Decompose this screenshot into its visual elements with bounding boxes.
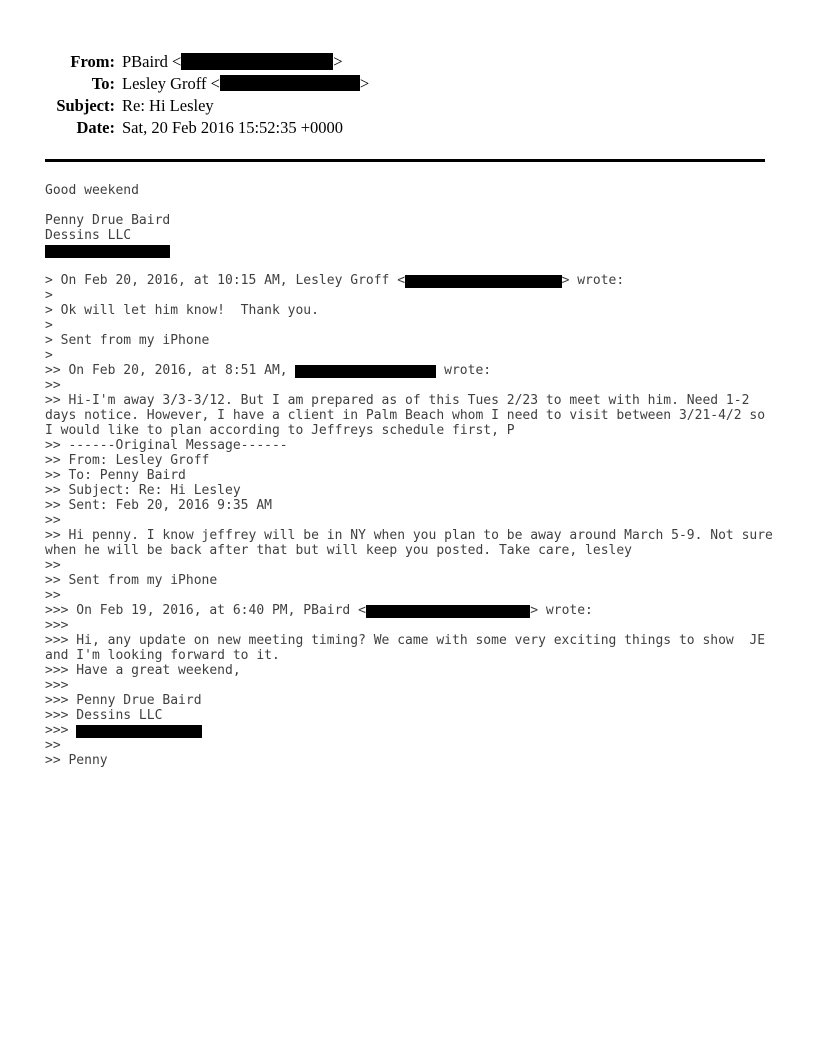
- redaction-bar: [220, 75, 360, 91]
- body-line: >> Hi penny. I know jeffrey will be in NY when you plan to be away around March 5-9. Not sure: [45, 528, 773, 543]
- field-value-date: Sat, 20 Feb 2016 15:52:35 +0000: [122, 118, 344, 137]
- body-line: >> Sent from my iPhone: [45, 573, 218, 588]
- header-row-date: [0, 117, 369, 139]
- body-line: [45, 258, 773, 273]
- body-line: when he will be back after that but will keep you posted. Take care, lesley: [45, 543, 632, 558]
- field-value-subject: Re: Hi Lesley: [122, 96, 214, 115]
- field-label-date: Date:: [76, 118, 115, 137]
- header-divider: [45, 159, 765, 162]
- body-line: days notice. However, I have a client in Palm Beach whom I need to visit between 3/21-4/2 so: [45, 408, 766, 423]
- body-line: >>: [45, 378, 61, 393]
- header-row-subject: [0, 95, 369, 117]
- body-line: >> Hi-I'm away 3/3-3/12. But I am prepared as of this Tues 2/23 to meet with him. Need 1-2: [45, 393, 750, 408]
- body-line: [45, 243, 773, 258]
- body-line: >> Penny: [45, 753, 108, 768]
- body-line: >> Sent: Feb 20, 2016 9:35 AM: [45, 498, 272, 513]
- redaction-bar: [181, 53, 333, 70]
- redaction-bar: [295, 365, 436, 378]
- body-line: >: [45, 318, 53, 333]
- body-line: [45, 198, 773, 213]
- email-header: [0, 51, 369, 139]
- to-value-close: >: [359, 74, 370, 93]
- field-value-from: [122, 51, 343, 73]
- body-line: and I'm looking forward to it.: [45, 648, 280, 663]
- body-line: >>> Dessins LLC: [45, 708, 163, 723]
- body-line: >>: [45, 738, 61, 753]
- body-line: >>> Penny Drue Baird: [45, 693, 202, 708]
- body-line: >> From: Lesley Groff: [45, 453, 210, 468]
- body-line: > On Feb 20, 2016, at 10:15 AM, Lesley Groff < > wrote:: [45, 273, 625, 288]
- body-line: >>>: [45, 678, 69, 693]
- field-value-to: [122, 73, 369, 95]
- from-value-close: >: [333, 52, 343, 71]
- redaction-bar: [366, 605, 530, 618]
- body-line: >>: [45, 558, 61, 573]
- body-line: > Ok will let him know! Thank you.: [45, 303, 319, 318]
- body-line: >>: [45, 588, 61, 603]
- body-line: Good weekend: [45, 183, 139, 198]
- body-line: >>>: [45, 723, 773, 738]
- body-line: >: [45, 288, 53, 303]
- body-line: >: [45, 348, 53, 363]
- field-label-subject: Subject:: [56, 96, 115, 115]
- field-label-from: From:: [70, 52, 115, 71]
- body-line: >>> Hi, any update on new meeting timing? We came with some very exciting things to show JE: [45, 633, 766, 648]
- body-line: >>> Have a great weekend,: [45, 663, 241, 678]
- body-line: I would like to plan according to Jeffreys schedule first, P: [45, 423, 515, 438]
- redaction-bar: [45, 245, 170, 258]
- body-line: >> ------Original Message------: [45, 438, 288, 453]
- email-body: [45, 183, 773, 768]
- body-line: >>>: [45, 618, 69, 633]
- body-line: Dessins LLC: [45, 228, 132, 243]
- header-row-from: [0, 51, 369, 73]
- redaction-bar: [405, 275, 562, 288]
- body-line: >> On Feb 20, 2016, at 8:51 AM, wrote:: [45, 363, 492, 378]
- header-row-to: [0, 73, 369, 95]
- body-line: >> Subject: Re: Hi Lesley: [45, 483, 241, 498]
- body-line: Penny Drue Baird: [45, 213, 171, 228]
- redaction-bar: [76, 725, 201, 738]
- body-line: >>> On Feb 19, 2016, at 6:40 PM, PBaird < > wrote:: [45, 603, 593, 618]
- field-label-to: To:: [91, 74, 115, 93]
- to-value-text: Lesley Groff <: [122, 74, 220, 93]
- body-line: >>: [45, 513, 61, 528]
- from-value-text: PBaird <: [122, 52, 182, 71]
- body-line: > Sent from my iPhone: [45, 333, 210, 348]
- body-line: >> To: Penny Baird: [45, 468, 186, 483]
